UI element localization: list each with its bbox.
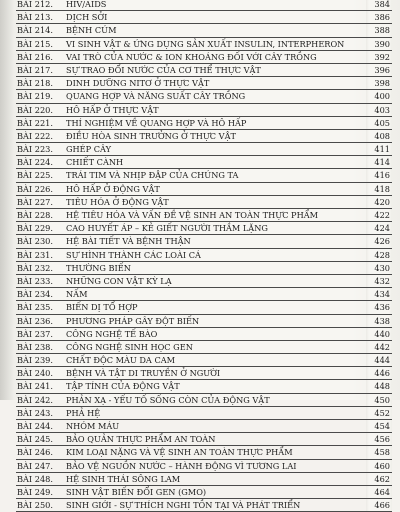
toc-row — [16, 274, 392, 287]
toc-lesson-number: BÀI 241. — [16, 380, 63, 393]
toc-lesson-title: SỰ HÌNH THÀNH CÁC LOÀI CÁ — [63, 248, 366, 261]
toc-lesson-number: BÀI 221. — [16, 116, 63, 129]
toc-lesson-number: BÀI 237. — [16, 327, 63, 340]
toc-row — [16, 11, 392, 24]
toc-row — [16, 222, 392, 235]
toc-lesson-number: BÀI 242. — [16, 393, 63, 406]
toc-lesson-number: BÀI 225. — [16, 169, 63, 182]
toc-row — [16, 288, 392, 301]
toc-lesson-title: NẤM — [63, 288, 366, 301]
toc-lesson-number: BÀI 222. — [16, 129, 63, 142]
toc-lesson-title: VI SINH VẬT & ỨNG DỤNG SẢN XUẤT INSULIN, INTERPHERON — [63, 37, 366, 50]
toc-row — [16, 380, 392, 393]
toc-row — [16, 327, 392, 340]
toc-lesson-number: BÀI 228. — [16, 209, 63, 222]
toc-row — [16, 143, 392, 156]
toc-page-number: 436 — [366, 301, 392, 314]
toc-lesson-title: PHƯƠNG PHÁP GÂY ĐỘT BIẾN — [63, 314, 366, 327]
toc-lesson-title: BỆNH VÀ TẬT DI TRUYỀN Ở NGƯỜI — [63, 367, 366, 380]
toc-page-number: 400 — [366, 90, 392, 103]
toc-page-number: 424 — [366, 222, 392, 235]
toc-lesson-title: BỆNH CÚM — [63, 24, 366, 37]
toc-page-number: 420 — [366, 195, 392, 208]
toc-page-number: 460 — [366, 459, 392, 472]
toc-lesson-title: PHẢ HỆ — [63, 406, 366, 419]
toc-lesson-title: TẬP TÍNH CỦA ĐỘNG VẬT — [63, 380, 366, 393]
toc-lesson-title: DINH DƯỠNG NITƠ Ở THỰC VẬT — [63, 77, 366, 90]
toc-row — [16, 195, 392, 208]
toc-page-number: 458 — [366, 446, 392, 459]
toc-page-number: 444 — [366, 354, 392, 367]
toc-lesson-number: BÀI 243. — [16, 406, 63, 419]
toc-lesson-number: BÀI 240. — [16, 367, 63, 380]
toc-row — [16, 340, 392, 353]
toc-lesson-number: BÀI 217. — [16, 63, 63, 76]
toc-row — [16, 77, 392, 90]
toc-lesson-number: BÀI 248. — [16, 472, 63, 485]
toc-lesson-number: BÀI 212. — [16, 0, 63, 11]
toc-lesson-title: VAI TRÒ CỦA NƯỚC & ION KHOÁNG ĐỐI VỚI CÂY TRỒNG — [63, 50, 366, 63]
toc-lesson-title: NHÓM MÁU — [63, 420, 366, 433]
toc-lesson-number: BÀI 223. — [16, 143, 63, 156]
toc-lesson-title: HỆ BÀI TIẾT VÀ BỆNH THẬN — [63, 235, 366, 248]
toc-row — [16, 301, 392, 314]
toc-lesson-title: CHIẾT CÀNH — [63, 156, 366, 169]
toc-lesson-title: TRÁI TIM VÀ NHỊP ĐẬP CỦA CHÚNG TA — [63, 169, 366, 182]
toc-page-number: 448 — [366, 380, 392, 393]
toc-page-number: 418 — [366, 182, 392, 195]
toc-page-number: 392 — [366, 50, 392, 63]
toc-lesson-number: BÀI 245. — [16, 433, 63, 446]
toc-page-number: 434 — [366, 288, 392, 301]
toc-lesson-title: NHỮNG CON VẬT KỲ LẠ — [63, 274, 366, 287]
toc-page-number: 403 — [366, 103, 392, 116]
toc-row — [16, 0, 392, 11]
toc-lesson-number: BÀI 216. — [16, 50, 63, 63]
toc-lesson-number: BÀI 236. — [16, 314, 63, 327]
toc-lesson-number: BÀI 215. — [16, 37, 63, 50]
toc-lesson-title: TIÊU HÓA Ở ĐỘNG VẬT — [63, 195, 366, 208]
toc-row — [16, 314, 392, 327]
toc-lesson-number: BÀI 247. — [16, 459, 63, 472]
toc-page-number: 466 — [366, 499, 392, 512]
toc-lesson-title: KIM LOẠI NẶNG VÀ VỆ SINH AN TOÀN THỰC PHẨM — [63, 446, 366, 459]
toc-lesson-number: BÀI 218. — [16, 77, 63, 90]
toc-lesson-title: HÔ HẤP Ở ĐỘNG VẬT — [63, 182, 366, 195]
toc-row — [16, 446, 392, 459]
toc-lesson-title: CÔNG NGHỆ TẾ BÀO — [63, 327, 366, 340]
toc-page-number: 452 — [366, 406, 392, 419]
toc-lesson-number: BÀI 235. — [16, 301, 63, 314]
toc-page-number: 416 — [366, 169, 392, 182]
toc-page-number: 390 — [366, 37, 392, 50]
toc-page-number: 430 — [366, 261, 392, 274]
toc-row — [16, 499, 392, 512]
toc-lesson-title: HIV/AIDS — [63, 0, 366, 11]
toc-lesson-number: BÀI 239. — [16, 354, 63, 367]
toc-row — [16, 50, 392, 63]
toc-page-number: 454 — [366, 420, 392, 433]
toc-page-number: 428 — [366, 248, 392, 261]
toc-lesson-number: BÀI 220. — [16, 103, 63, 116]
toc-row — [16, 367, 392, 380]
toc-lesson-title: DỊCH SỞI — [63, 11, 366, 24]
toc-page-number: 462 — [366, 472, 392, 485]
toc-lesson-number: BÀI 224. — [16, 156, 63, 169]
toc-page-number: 464 — [366, 485, 392, 498]
toc-lesson-title: SINH VẬT BIẾN ĐỔI GEN (GMO) — [63, 485, 366, 498]
toc-page-number: 384 — [366, 0, 392, 11]
toc-row — [16, 354, 392, 367]
toc-lesson-number: BÀI 229. — [16, 222, 63, 235]
toc-lesson-title: PHẢN XẠ - YẾU TỐ SỐNG CÒN CỦA ĐỘNG VẬT — [63, 393, 366, 406]
toc-lesson-title: SỰ TRAO ĐỔI NƯỚC CỦA CƠ THỂ THỰC VẬT — [63, 63, 366, 76]
toc-row — [16, 129, 392, 142]
table-of-contents — [16, 0, 392, 512]
toc-lesson-number: BÀI 246. — [16, 446, 63, 459]
toc-lesson-title: HỆ TIÊU HÓA VÀ VẤN ĐỀ VỆ SINH AN TOÀN THỰC PHẨM — [63, 209, 366, 222]
toc-row — [16, 37, 392, 50]
toc-page-number: 426 — [366, 235, 392, 248]
toc-row — [16, 459, 392, 472]
toc-lesson-number: BÀI 232. — [16, 261, 63, 274]
toc-lesson-number: BÀI 250. — [16, 499, 63, 512]
toc-lesson-number: BÀI 226. — [16, 182, 63, 195]
toc-lesson-title: ĐIỀU HÒA SINH TRƯỞNG Ở THỰC VẬT — [63, 129, 366, 142]
toc-lesson-number: BÀI 213. — [16, 11, 63, 24]
toc-page-number: 388 — [366, 24, 392, 37]
toc-lesson-number: BÀI 234. — [16, 288, 63, 301]
toc-lesson-number: BÀI 227. — [16, 195, 63, 208]
toc-lesson-number: BÀI 233. — [16, 274, 63, 287]
toc-row — [16, 248, 392, 261]
page-gutter-shadow — [0, 0, 14, 400]
toc-row — [16, 209, 392, 222]
toc-lesson-number: BÀI 238. — [16, 340, 63, 353]
toc-page-number: 438 — [366, 314, 392, 327]
toc-lesson-title: QUANG HỢP VÀ NĂNG SUẤT CÂY TRỒNG — [63, 90, 366, 103]
toc-lesson-title: BẢO VỆ NGUỒN NƯỚC – HÀNH ĐỘNG VÌ TƯƠNG LAI — [63, 459, 366, 472]
toc-lesson-title: CHẤT ĐỘC MÀU DA CAM — [63, 354, 366, 367]
toc-row — [16, 90, 392, 103]
toc-page-number: 446 — [366, 367, 392, 380]
toc-page-number: 408 — [366, 129, 392, 142]
toc-row — [16, 169, 392, 182]
toc-lesson-title: THƯỜNG BIẾN — [63, 261, 366, 274]
toc-page-number: 411 — [366, 143, 392, 156]
toc-lesson-title: THÍ NGHIỆM VỀ QUANG HỢP VÀ HÔ HẤP — [63, 116, 366, 129]
toc-row — [16, 182, 392, 195]
toc-page-number: 396 — [366, 63, 392, 76]
toc-row — [16, 103, 392, 116]
toc-row — [16, 261, 392, 274]
toc-lesson-number: BÀI 230. — [16, 235, 63, 248]
toc-row — [16, 24, 392, 37]
toc-row — [16, 63, 392, 76]
toc-page-number: 386 — [366, 11, 392, 24]
toc-lesson-number: BÀI 214. — [16, 24, 63, 37]
toc-page-number: 422 — [366, 209, 392, 222]
toc-row — [16, 472, 392, 485]
toc-lesson-title: CÔNG NGHỆ SINH HỌC GEN — [63, 340, 366, 353]
toc-page-number: 450 — [366, 393, 392, 406]
toc-lesson-title: GHÉP CÂY — [63, 143, 366, 156]
toc-page-number: 414 — [366, 156, 392, 169]
toc-page-number: 432 — [366, 274, 392, 287]
toc-row — [16, 393, 392, 406]
toc-lesson-title: CAO HUYẾT ÁP – KẺ GIẾT NGƯỜI THẦM LẶNG — [63, 222, 366, 235]
toc-lesson-title: BIẾN DỊ TỔ HỢP — [63, 301, 366, 314]
toc-page-number: 440 — [366, 327, 392, 340]
toc-page-number: 398 — [366, 77, 392, 90]
toc-lesson-title: SINH GIỚI - SỰ THÍCH NGHI TỒN TẠI VÀ PHÁT TRIỂN — [63, 499, 366, 512]
toc-body — [16, 0, 392, 512]
toc-row — [16, 116, 392, 129]
toc-row — [16, 156, 392, 169]
toc-row — [16, 406, 392, 419]
toc-lesson-number: BÀI 219. — [16, 90, 63, 103]
toc-page-number: 442 — [366, 340, 392, 353]
toc-row — [16, 485, 392, 498]
toc-lesson-title: HÔ HẤP Ở THỰC VẬT — [63, 103, 366, 116]
toc-lesson-number: BÀI 231. — [16, 248, 63, 261]
toc-page-number: 456 — [366, 433, 392, 446]
toc-row — [16, 235, 392, 248]
toc-page-number: 405 — [366, 116, 392, 129]
toc-lesson-number: BÀI 244. — [16, 420, 63, 433]
toc-lesson-title: HỆ SINH THÁI SÔNG LAM — [63, 472, 366, 485]
toc-lesson-number: BÀI 249. — [16, 485, 63, 498]
toc-row — [16, 420, 392, 433]
toc-lesson-title: BẢO QUẢN THỰC PHẨM AN TOÀN — [63, 433, 366, 446]
toc-row — [16, 433, 392, 446]
